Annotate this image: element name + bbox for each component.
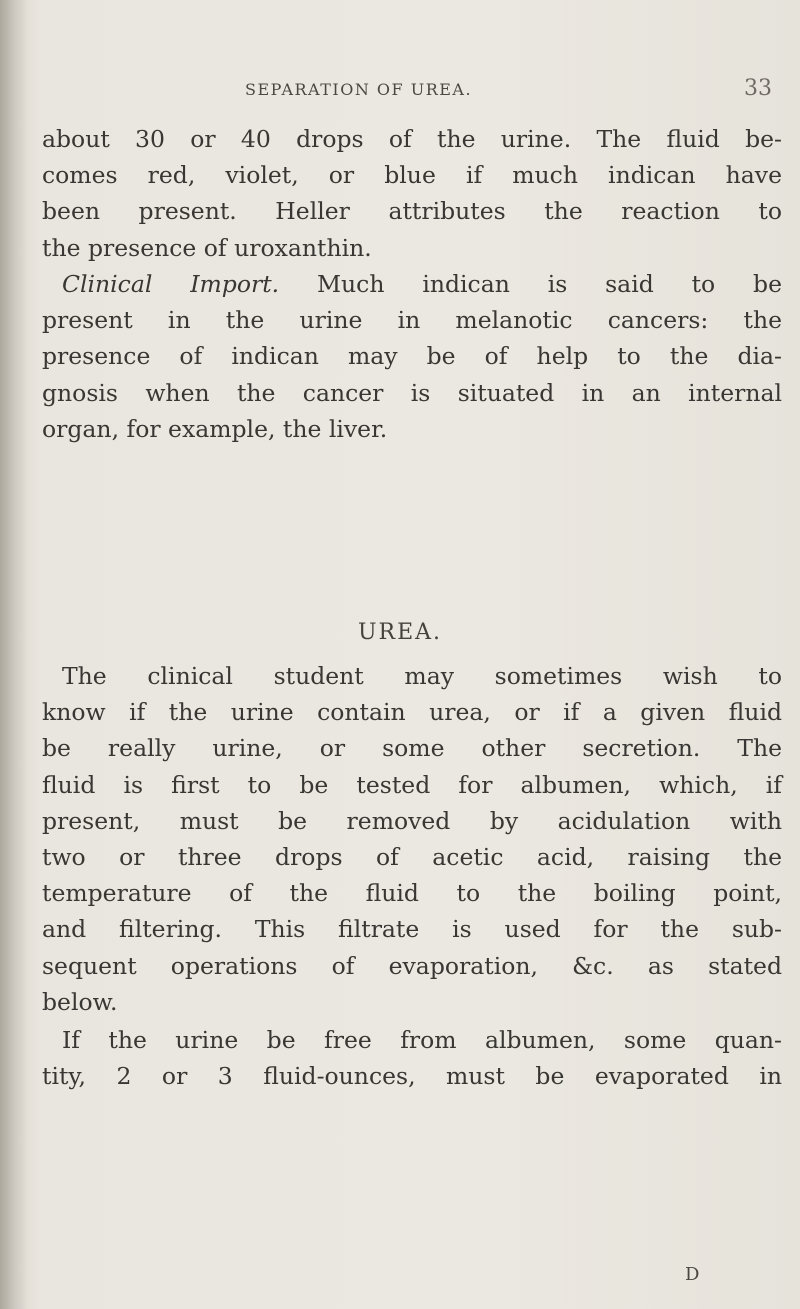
text-line: be really urine, or some other secretion. The — [42, 734, 782, 763]
paragraph-clinical-import — [42, 266, 782, 447]
text-line: presence of indican may be of help to the dia- — [42, 342, 782, 371]
text-line: If the urine be free from albumen, some quan- — [62, 1026, 782, 1054]
paragraph-indican-reaction — [42, 121, 782, 266]
text-line: present, must be removed by acidulation with — [42, 806, 782, 835]
text-line: been present. Heller attributes the reaction to — [42, 197, 782, 226]
paragraph-evaporation — [42, 1022, 782, 1094]
gutter-shadow — [0, 0, 28, 1309]
text-line: know if the urine contain urea, or if a given fluid — [42, 698, 782, 727]
text-line: gnosis when the cancer is situated in an internal — [42, 378, 782, 407]
text-line: about 30 or 40 drops of the urine. The fluid be- — [42, 125, 782, 153]
text-fragment: Much indican is said to be — [279, 270, 783, 298]
text-line: two or three drops of acetic acid, raising the — [42, 842, 782, 871]
text-line — [42, 266, 782, 302]
text-line: organ, for example, the liver. — [42, 414, 388, 443]
text-line: temperature of the fluid to the boiling point, — [42, 879, 782, 908]
text-line: sequent operations of evaporation, &c. as stated — [42, 951, 782, 980]
paragraph-urea-testing — [42, 658, 782, 1020]
text-line: comes red, violet, or blue if much indican have — [42, 161, 782, 190]
text-line: The clinical student may sometimes wish to — [62, 662, 782, 690]
text-line: present in the urine in melanotic cancers: the — [42, 306, 782, 335]
running-head — [0, 76, 800, 110]
page-number: 33 — [744, 76, 772, 101]
text-line: fluid is first to be tested for albumen, which, if — [42, 770, 782, 799]
text-line: and filtering. This filtrate is used for the sub- — [42, 915, 782, 944]
text-line: the presence of uroxanthin. — [42, 233, 372, 262]
text-line: tity, 2 or 3 fluid-ounces, must be evaporated in — [42, 1062, 782, 1091]
clinical-import-heading: Clinical Import. — [62, 270, 280, 298]
signature-mark: D — [685, 1264, 700, 1285]
text-line: below. — [42, 987, 118, 1016]
section-heading-urea: UREA. — [357, 620, 443, 645]
running-title: SEPARATION OF UREA. — [245, 80, 473, 99]
